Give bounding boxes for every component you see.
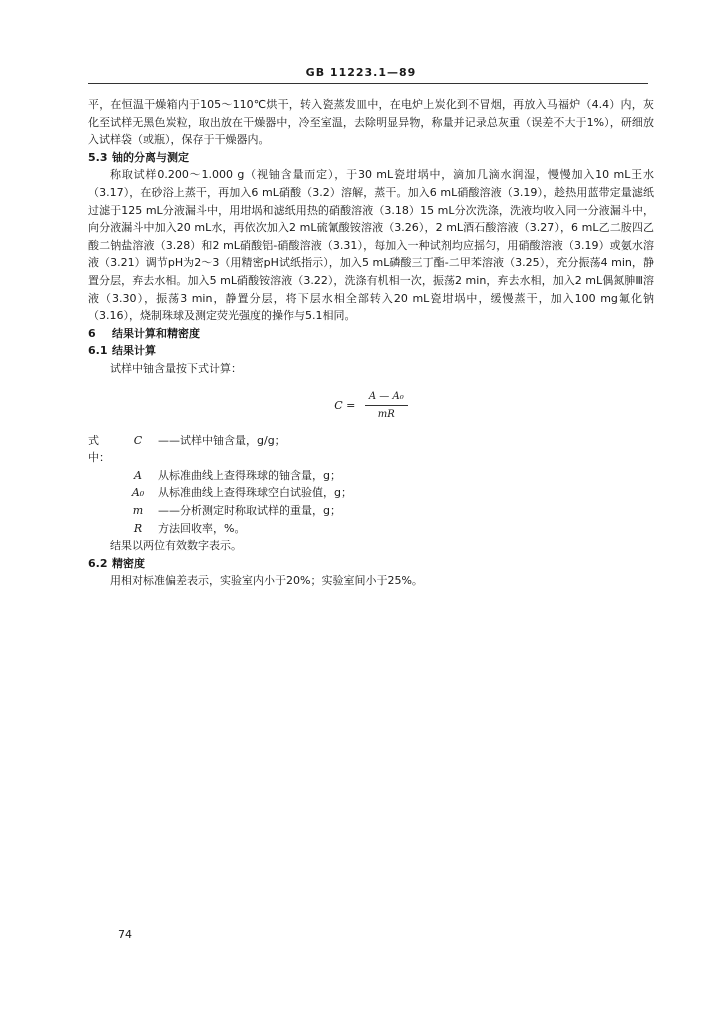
variable-description: ——试样中铀含量，g/g； — [158, 433, 286, 447]
variable-symbol: m — [132, 504, 144, 518]
section-title: 结果计算和精密度 — [112, 326, 200, 340]
section-number: 6 — [88, 326, 96, 340]
page-number: 74 — [118, 928, 132, 941]
variable-row — [88, 502, 654, 520]
formula-numerator: A — A₀ — [365, 388, 408, 407]
variable-row — [88, 467, 654, 485]
variable-symbol: R — [133, 521, 143, 535]
section-6-heading — [88, 325, 654, 343]
variable-row — [88, 432, 654, 467]
variable-description: 从标准曲线上查得珠球的铀含量，g； — [158, 468, 341, 482]
section-number: 6.2 — [88, 556, 108, 570]
section-number: 6.1 — [88, 344, 108, 358]
section-title: 结果计算 — [112, 344, 156, 358]
formula-denominator: mR — [377, 409, 395, 421]
section-6-2-paragraph: 用相对标准偏差表示，实验室内小于20%；实验室间小于25%。 — [110, 574, 423, 588]
result-formula — [88, 388, 654, 424]
formula-lhs: C = — [334, 398, 356, 412]
result-note: 结果以两位有效数字表示。 — [110, 539, 242, 553]
standard-header: GB 11223.1—89 — [305, 66, 417, 79]
section-5-3-paragraph: 称取试样0.200～1.000 g（视铀含量而定），于30 mL瓷坩埚中，滴加几滴水润湿，慢慢加入10 mL王水（3.17），在砂浴上蒸干，再加入6 mL硝酸（3.2）溶解，蒸干。加入6 mL硝酸溶液（3.19），趁热用蓝带定量滤纸过滤于125 mL分液漏斗中，用坩埚和滤纸用热的硝酸溶液（3.18）15 mL分次洗涤，洗液均收入同一分液漏斗中，向分液漏斗中加入20 mL水，再依次加入2 mL硫氰酸铵溶液（3.26），2 mL酒石酸溶液（3.27），6 mL乙二胺四乙酸二钠盐溶液（3.28）和2 mL硝酸铝-硝酸溶液（3.31），每加入一种试剂均应摇匀，用硝酸溶液（3.19）或氨水溶液（3.21）调节pH为2～3（用精密pH试纸指示），加入5 mL磷酸三丁酯-二甲苯溶液（3.25），充分振荡4 min，静置分层，弃去水相。加入5 mL硝酸铵溶液（3.22），洗涤有机相一次，振荡2 min，弃去水相，加入2 mL偶氮胂Ⅲ溶液（3.30），振荡3 min，静置分层，将下层水相全部转入20 mL瓷坩埚中，缓慢蒸干，加入100 mg氟化钠（3.16），烧制珠球及测定荧光强度的操作与5.1相同。 — [88, 168, 654, 323]
section-title: 精密度 — [112, 556, 145, 570]
section-5-3-heading — [88, 149, 654, 167]
variable-row — [88, 520, 654, 538]
document-body — [88, 96, 654, 590]
section-6-1-heading — [88, 342, 654, 360]
formula-fraction — [365, 388, 408, 424]
where-label: 式中： — [88, 433, 110, 465]
variable-symbol: A₀ — [131, 486, 145, 500]
section-6-2-heading — [88, 555, 654, 573]
variable-symbol: A — [134, 468, 142, 482]
formula-intro: 试样中铀含量按下式计算： — [110, 361, 242, 375]
continuation-paragraph: 平，在恒温干燥箱内于105～110℃烘干，转入瓷蒸发皿中，在电炉上炭化到不冒烟，再放入马福炉（4.4）内，灰化至试样无黑色炭粒，取出放在干燥器中，冷至室温，去除明显异物，称量并记录总灰重（误差不大于1%），研细放入试样袋（或瓶），保存于干燥器内。 — [88, 98, 654, 147]
section-title: 铀的分离与测定 — [112, 150, 189, 164]
variable-description: ——分析测定时称取试样的重量，g； — [158, 504, 341, 518]
variable-row — [88, 484, 654, 502]
section-number: 5.3 — [88, 150, 108, 164]
variable-symbol: C — [133, 433, 143, 447]
variable-description: 从标准曲线上查得珠球空白试验值，g； — [158, 486, 352, 500]
variable-description: 方法回收率，%。 — [158, 521, 246, 535]
header-rule — [88, 83, 648, 84]
